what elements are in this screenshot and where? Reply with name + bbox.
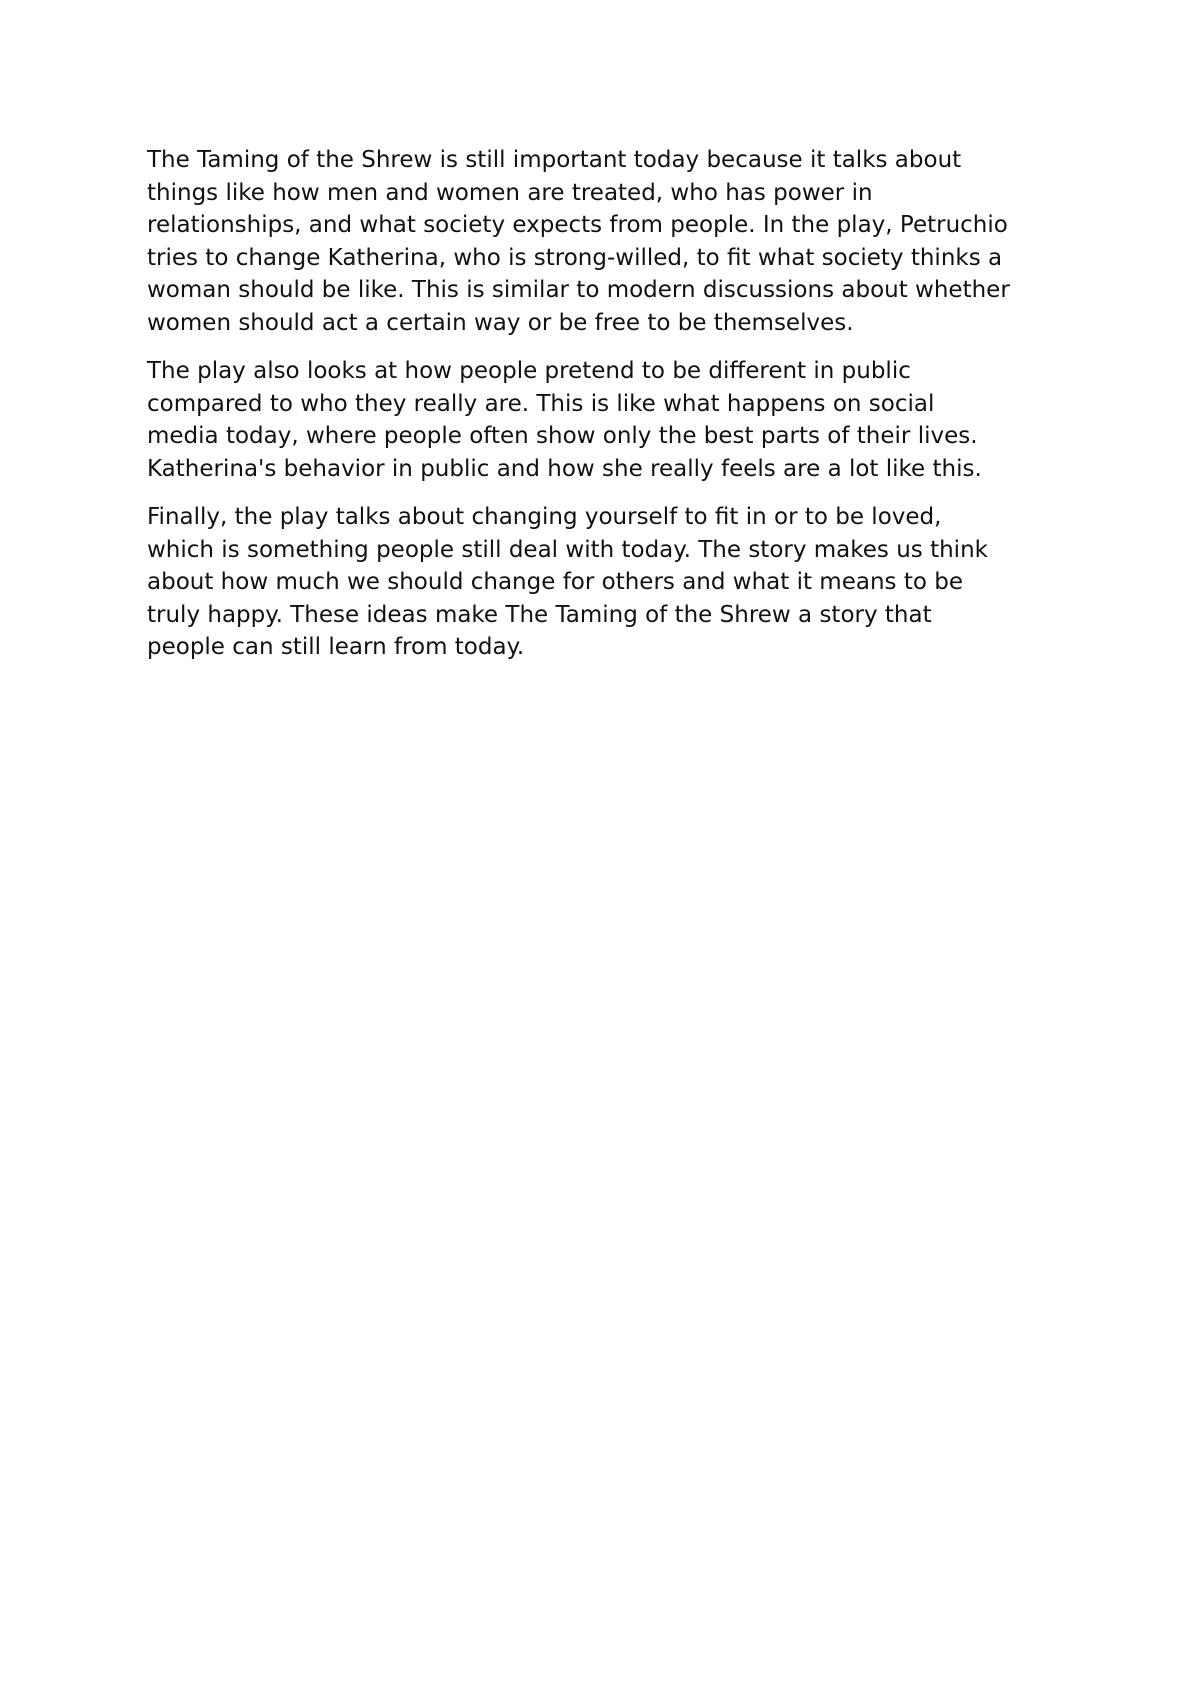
paragraph-line: media today, where people often show only the best parts of their lives. (147, 423, 978, 449)
paragraph-line: tries to change Katherina, who is strong-willed, to fit what society thinks a (147, 244, 1003, 271)
document-body (147, 144, 1077, 680)
paragraph-2 (147, 355, 1077, 485)
paragraph-1 (147, 144, 1077, 339)
paragraph-line: which is something people still deal with today. The story makes us think (147, 536, 988, 563)
paragraph-line: about how much we should change for others and what it means to be (147, 569, 963, 595)
paragraph-line: The Taming of the Shrew is still important today because it talks about (147, 147, 962, 173)
paragraph-line: relationships, and what society expects from people. In the play, Petruchio (147, 212, 1008, 238)
paragraph-line: things like how men and women are treated, who has power in (147, 179, 873, 206)
paragraph-3 (147, 501, 1077, 664)
paragraph-line: women should act a certain way or be free to be themselves. (147, 309, 854, 336)
paragraph-line: The play also looks at how people pretend to be different in public (147, 358, 911, 384)
paragraph-line: compared to who they really are. This is like what happens on social (147, 390, 935, 417)
paragraph-line: truly happy. These ideas make The Taming of the Shrew a story that (147, 601, 932, 628)
paragraph-line: Katherina's behavior in public and how she really feels are a lot like this. (147, 455, 982, 482)
paragraph-line: people can still learn from today. (147, 634, 525, 660)
paragraph-line: woman should be like. This is similar to modern discussions about whether (147, 277, 1010, 303)
paragraph-line: Finally, the play talks about changing yourself to fit in or to be loved, (147, 504, 942, 530)
